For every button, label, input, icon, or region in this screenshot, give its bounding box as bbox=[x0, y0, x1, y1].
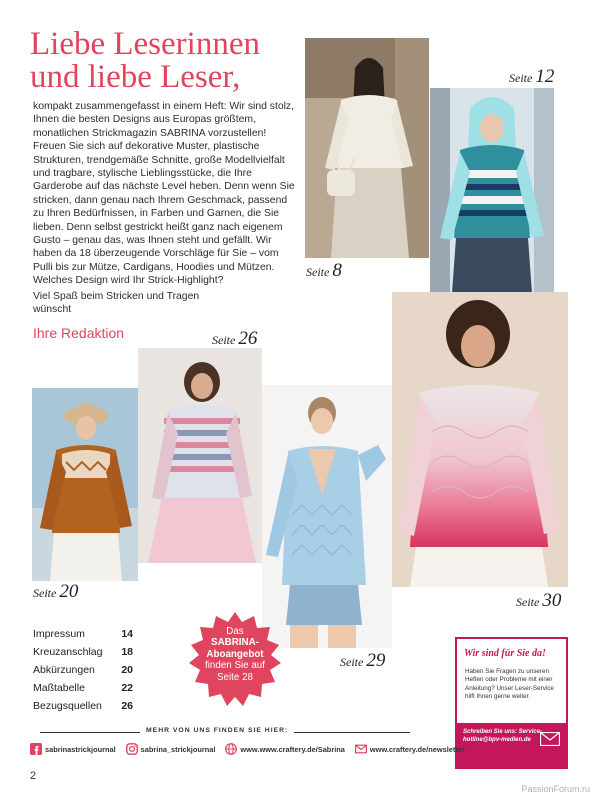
social-links bbox=[30, 742, 475, 756]
mail-icon bbox=[355, 743, 367, 755]
page-ref-8: Seite 8 bbox=[306, 260, 342, 281]
social-instagram[interactable]: sabrina_strickjournal bbox=[126, 743, 216, 755]
page-ref-number: 8 bbox=[332, 260, 342, 281]
more-heading: MEHR VON UNS FINDEN SIE HIER: bbox=[140, 727, 294, 734]
editorial-signature: Ihre Redaktion bbox=[33, 325, 125, 341]
toc-list bbox=[33, 628, 133, 718]
page-ref-29: Seite 29 bbox=[340, 650, 386, 671]
service-email[interactable]: Schreiben Sie uns: Service-hotline@bpv-medien.de bbox=[463, 729, 543, 743]
toc-item[interactable]: Kreuzanschlag 18 bbox=[33, 646, 133, 658]
headline-line-1: Liebe Leserinnen bbox=[30, 26, 260, 62]
headline bbox=[30, 28, 300, 94]
social-website[interactable]: www.www.craftery.de/Sabrina bbox=[225, 743, 344, 755]
toc-item[interactable]: Bezugsquellen 26 bbox=[33, 700, 133, 712]
photo-white-sweater bbox=[305, 38, 429, 258]
toc-item[interactable]: Maßtabelle 22 bbox=[33, 682, 133, 694]
page-ref-number: 12 bbox=[535, 66, 555, 87]
toc-item[interactable]: Impressum 14 bbox=[33, 628, 133, 640]
photo-pink-ombre bbox=[392, 292, 568, 587]
page-number: 2 bbox=[30, 770, 37, 782]
greeting-text: Viel Spaß beim Stricken und Tragen wünscht bbox=[33, 291, 200, 316]
globe-icon bbox=[225, 743, 237, 755]
facebook-icon bbox=[30, 743, 42, 755]
intro-paragraph: kompakt zusammengefasst in einem Heft: Wir sind stolz, Ihnen die besten Designs aus Europas größtem, monatlichen Strickmagazin SABRINA vorzustellen! Freuen Sie sich auf dekorative Muster, plastische Strukturen, trendgemäße Schnitte, große Modellvielfalt und tragbare, stylische Lieblingsstücke, die Ihre Garderobe auf das nächste Level heben. Denn wenn Sie stricken, dann genau nach Ihrem Geschmack, passend zu Ihren Bedürfnissen, in Farben und Garnen, die Sie lieben. Denn selbst gestrickt heißt ganz nach eigenem Gusto – genau das, was Ihnen steht und gefällt. Wir haben da 18 überzeugende Vorschläge für Sie – vom Pulli bis zur Mütze, Cardigans, Hoodies und Mützen. Welches Design wird Ihr Strick-Highlight? bbox=[33, 101, 295, 287]
page-ref-number: 30 bbox=[542, 590, 562, 611]
watermark: PassionForum.ru bbox=[521, 784, 590, 794]
page-ref-26: Seite 26 bbox=[212, 328, 258, 349]
toc-item[interactable]: Abkürzungen 20 bbox=[33, 664, 133, 676]
page-ref-number: 26 bbox=[238, 328, 258, 349]
page-ref-12: Seite 12 bbox=[509, 66, 555, 87]
subscription-badge[interactable] bbox=[187, 612, 283, 708]
page-ref-20: Seite 20 bbox=[33, 581, 79, 602]
social-facebook[interactable]: sabrinastrickjournal bbox=[30, 743, 116, 755]
page-ref-number: 20 bbox=[59, 581, 79, 602]
photo-blue-hoodie bbox=[430, 88, 554, 293]
page-ref-number: 29 bbox=[366, 650, 386, 671]
service-title: Wir sind für Sie da! bbox=[464, 648, 546, 659]
badge-text: Das SABRINA- Aboangebot finden Sie auf Seite 28 bbox=[205, 626, 265, 683]
photo-pink-fairisle bbox=[138, 348, 262, 563]
photo-blue-vneck bbox=[262, 385, 392, 648]
photo-brown-sweater bbox=[32, 388, 138, 581]
instagram-icon bbox=[126, 743, 138, 755]
service-body: Haben Sie Fragen zu unseren Heften oder Probleme mit einer Anleitung? Unser Leser-Service hilft Ihnen gerne weiter. bbox=[465, 668, 554, 700]
social-newsletter[interactable]: www.craftery.de/newsletter bbox=[355, 743, 465, 755]
page-ref-30: Seite 30 bbox=[516, 590, 562, 611]
headline-line-2: und liebe Leser, bbox=[30, 59, 241, 95]
envelope-icon bbox=[540, 732, 560, 746]
